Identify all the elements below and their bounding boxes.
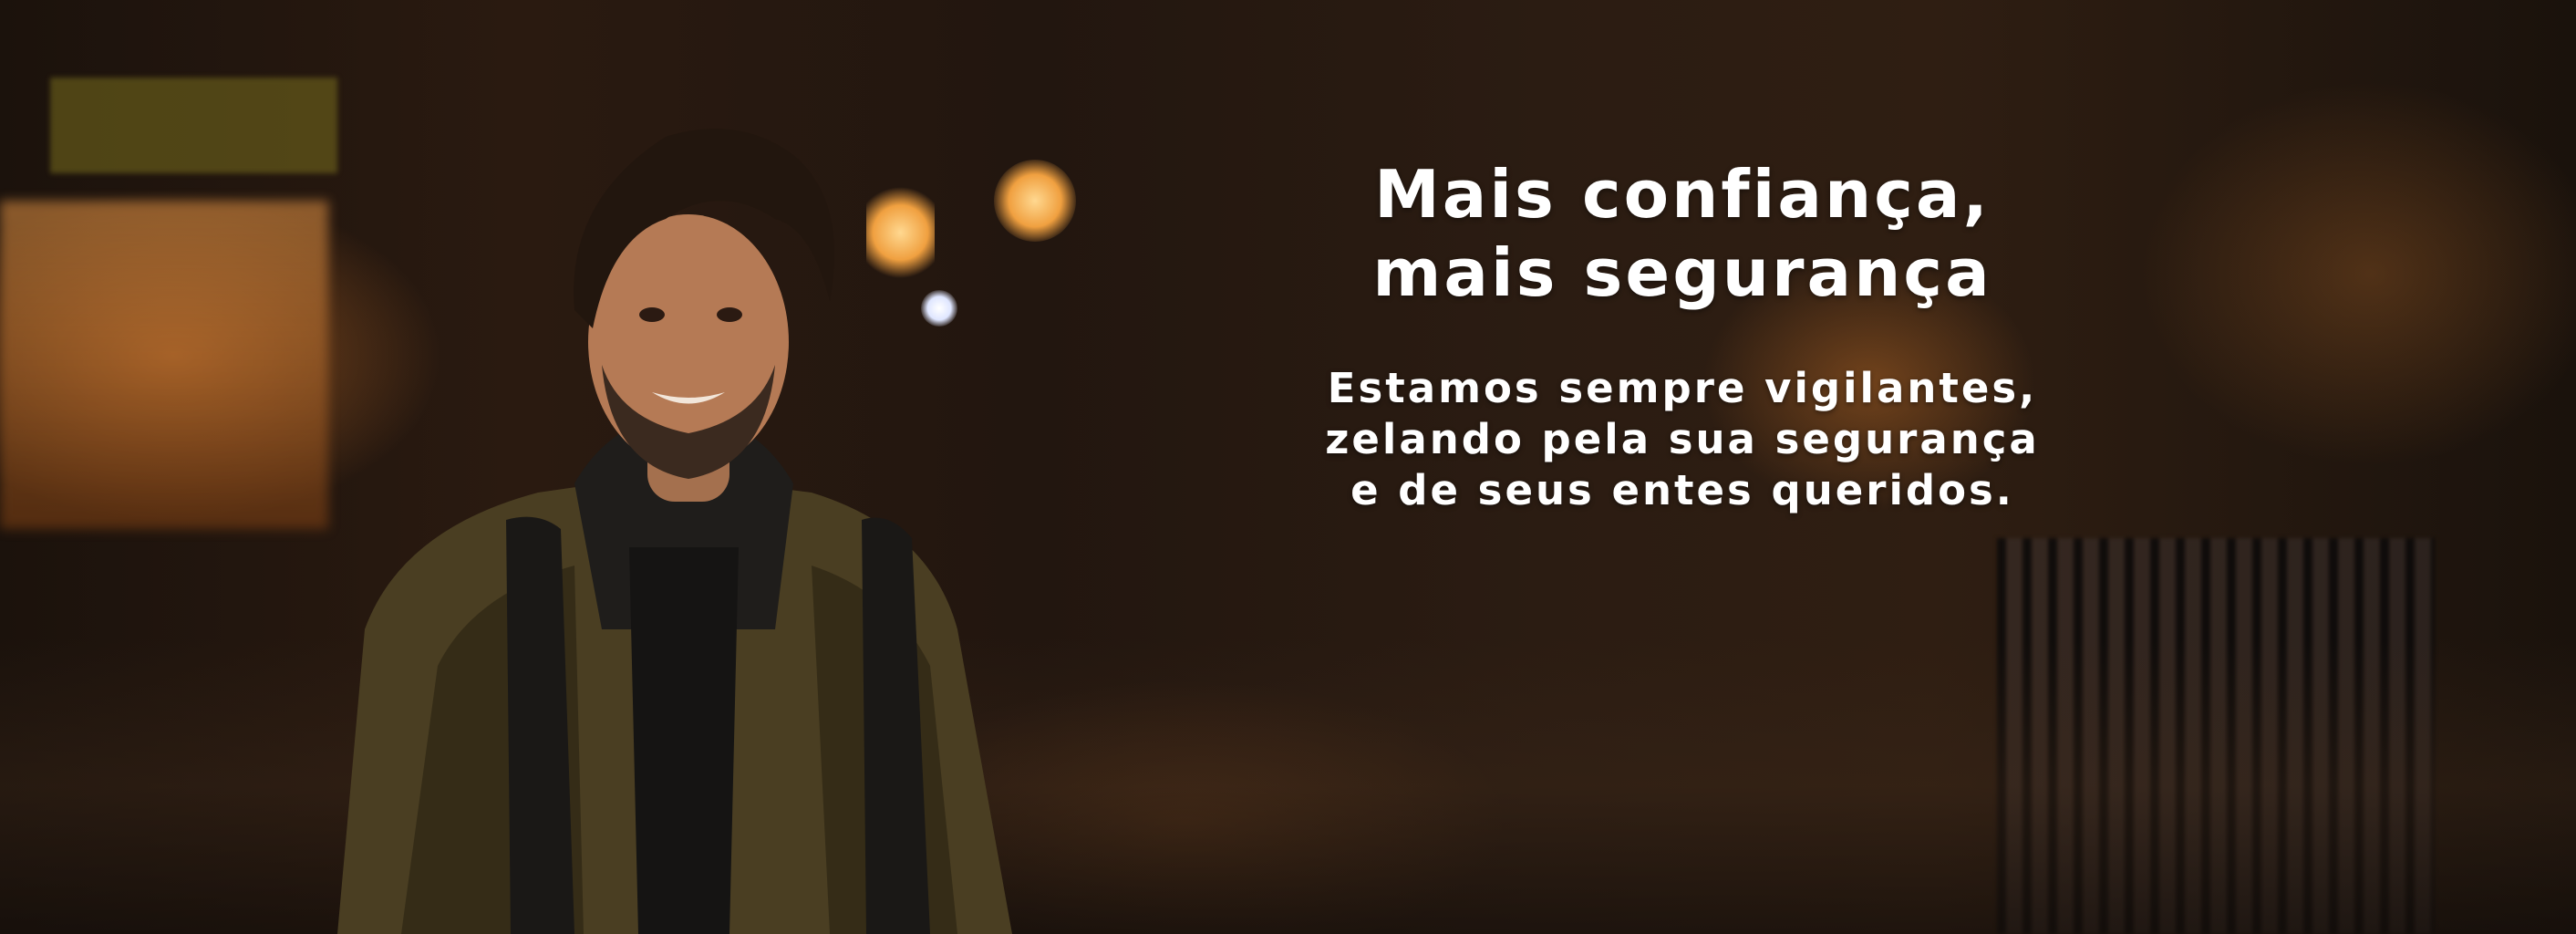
hero-text-block [1122, 155, 2243, 516]
t-shirt [629, 547, 739, 934]
headline [1122, 155, 2243, 312]
background-sign [50, 78, 337, 173]
subtext-line-2: zelando pela sua segurança [1325, 415, 2040, 463]
headline-line-1: Mais confiança, [1374, 156, 1991, 233]
subtext [1122, 363, 2243, 516]
eye [717, 307, 742, 322]
headline-line-2: mais segurança [1372, 234, 1992, 311]
background-storefront [0, 201, 328, 529]
subtext-line-1: Estamos sempre vigilantes, [1327, 364, 2038, 412]
eye [639, 307, 665, 322]
subtext-line-3: e de seus entes queridos. [1350, 466, 2014, 514]
hero-person-image [301, 119, 1122, 934]
